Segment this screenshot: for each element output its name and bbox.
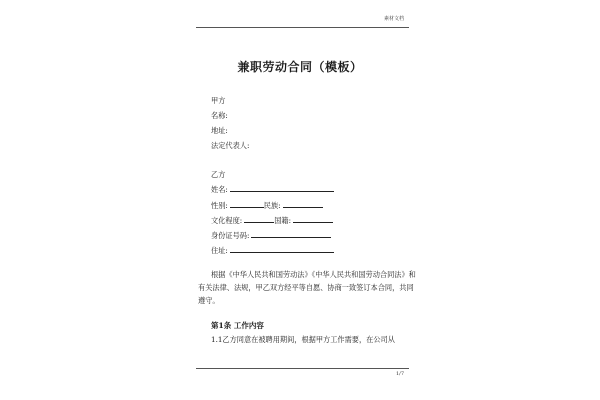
party-b-gender-label: 性别:	[211, 201, 228, 210]
party-a-representative-label: 法定代表人:	[211, 141, 250, 150]
footer-divider	[196, 368, 409, 369]
nationality-blank-line	[293, 215, 333, 223]
document-title: 兼职劳动合同（模板）	[237, 60, 363, 74]
header-label: 素材文档	[383, 16, 404, 22]
party-b-residence-label: 住址:	[211, 246, 228, 255]
party-b-gender-row	[211, 200, 323, 210]
party-a-name-label: 名称:	[211, 111, 228, 120]
name-blank-line	[230, 184, 334, 192]
intro-paragraph-text: 根据《中华人民共和国劳动法》《中华人民共和国劳动合同法》和有关法律、法规，甲乙双方经平等自愿、协商一致签订本合同，共同遵守。	[198, 270, 416, 305]
header-divider	[196, 27, 409, 28]
clause-1-1: 1.1乙方同意在被聘用期间，根据甲方工作需要，在公司从	[211, 335, 395, 344]
party-b-ethnicity-label: 民族:	[263, 201, 281, 210]
party-b-id-row	[211, 230, 331, 240]
id-blank-line	[251, 230, 331, 238]
party-b-id-label: 身份证号码:	[211, 231, 250, 240]
education-blank-line	[244, 215, 274, 223]
party-b-name-label: 姓名:	[211, 185, 228, 194]
party-b-residence-row	[211, 245, 334, 255]
party-b-education-label: 文化程度:	[211, 216, 243, 225]
party-b-education-row	[211, 215, 333, 225]
intro-paragraph	[198, 268, 416, 307]
residence-blank-line	[230, 245, 334, 253]
ethnicity-blank-line	[283, 200, 323, 208]
article-1-heading: 第1条 工作内容	[211, 321, 264, 330]
gender-blank-line	[230, 200, 264, 208]
party-a-address-label: 地址:	[211, 126, 228, 135]
party-b-nationality-label: 国籍:	[274, 216, 291, 225]
page-number: 1/7	[395, 371, 404, 377]
party-a-heading: 甲方	[211, 96, 226, 105]
party-b-name-row	[211, 184, 334, 194]
party-b-heading: 乙方	[211, 170, 226, 179]
